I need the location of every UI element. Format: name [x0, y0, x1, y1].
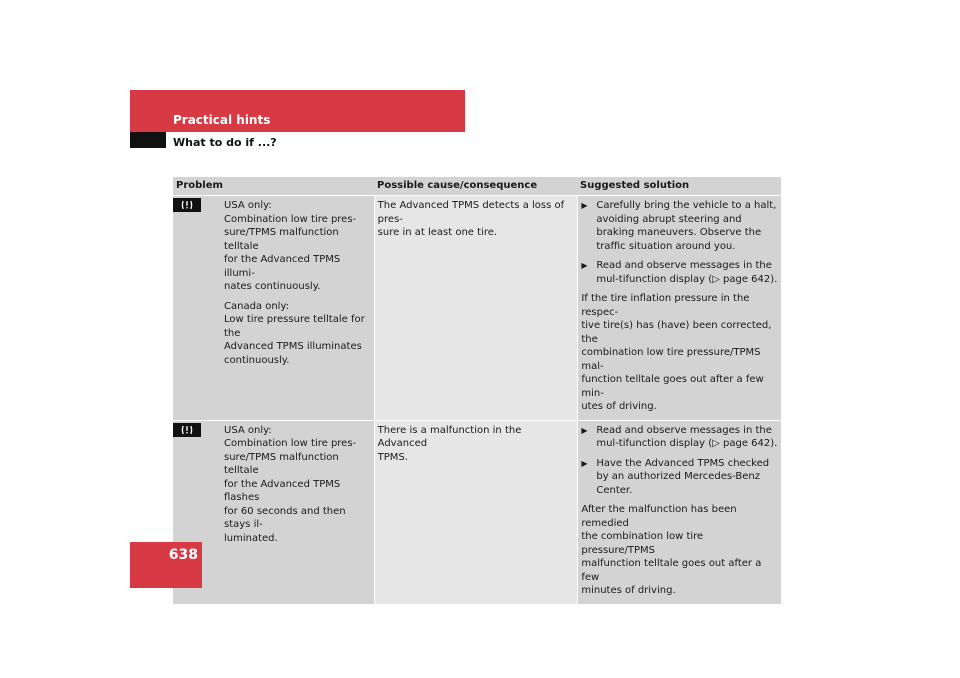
header-marker — [130, 132, 166, 148]
solution-step: ▶ Read and observe messages in the mul-tifunction display (▷ page 642). — [581, 260, 778, 285]
solution-step: ▶ Carefully bring the vehicle to a halt, avoiding abrupt steering and braking maneuvers. Observe the traffic situation around you. — [581, 200, 777, 252]
problem-text: USA only: Combination low tire pres- sure/TPMS malfunction telltale for the Advanced TPMS illumi- nates continuously. — [224, 200, 357, 292]
table-row — [173, 421, 781, 604]
solution-cell — [578, 196, 781, 420]
column-header-cause: Possible cause/consequence — [377, 180, 538, 192]
problem-cell — [173, 421, 374, 604]
page-number: 638 — [168, 547, 198, 563]
solution-step: ▶ Have the Advanced TPMS checked by an authorized Mercedes-Benz Center. — [581, 457, 770, 496]
column-header-problem: Problem — [176, 180, 223, 192]
problem-text: Canada only: Low tire pressure telltale for the Advanced TPMS illuminates continuously. — [224, 300, 365, 366]
solution-step: ▶ Read and observe messages in the mul-tifunction display (▷ page 642). — [581, 424, 778, 449]
section-title: Practical hints — [173, 113, 271, 127]
arrow-bullet-icon: ▶ — [581, 261, 588, 270]
solution-note: If the tire inflation pressure in the respec- tive tire(s) has (have) been corrected, the combination low tire pressure/TPMS mal- function telltale goes out after a few min- utes of driving. — [581, 293, 772, 412]
cause-cell: The Advanced TPMS detects a loss of pres- sure in at least one tire. — [375, 196, 578, 420]
arrow-bullet-icon: ▶ — [581, 425, 588, 435]
arrow-bullet-icon: ▶ — [581, 201, 588, 210]
page-number-box — [130, 542, 202, 588]
tpms-warning-icon — [173, 423, 201, 437]
table-row — [173, 196, 781, 420]
problem-cell — [173, 196, 374, 420]
section-subtitle: What to do if ...? — [173, 136, 277, 149]
solution-note: After the malfunction has been remedied the combination low tire pressure/TPMS malfunction telltale goes out after a few minutes of driving. — [581, 504, 762, 596]
troubleshooting-table — [173, 177, 781, 604]
problem-text: USA only: Combination low tire pres- sure/TPMS malfunction telltale for the Advanced TPMS flashes for 60 seconds and then stays il- luminated. — [224, 424, 357, 544]
tpms-warning-icon — [173, 198, 201, 212]
table-header — [173, 177, 781, 195]
column-header-solution: Suggested solution — [580, 180, 690, 192]
cause-cell: There is a malfunction in the Advanced TPMS. — [375, 421, 578, 604]
arrow-bullet-icon: ▶ — [581, 458, 588, 468]
solution-cell — [578, 421, 781, 604]
